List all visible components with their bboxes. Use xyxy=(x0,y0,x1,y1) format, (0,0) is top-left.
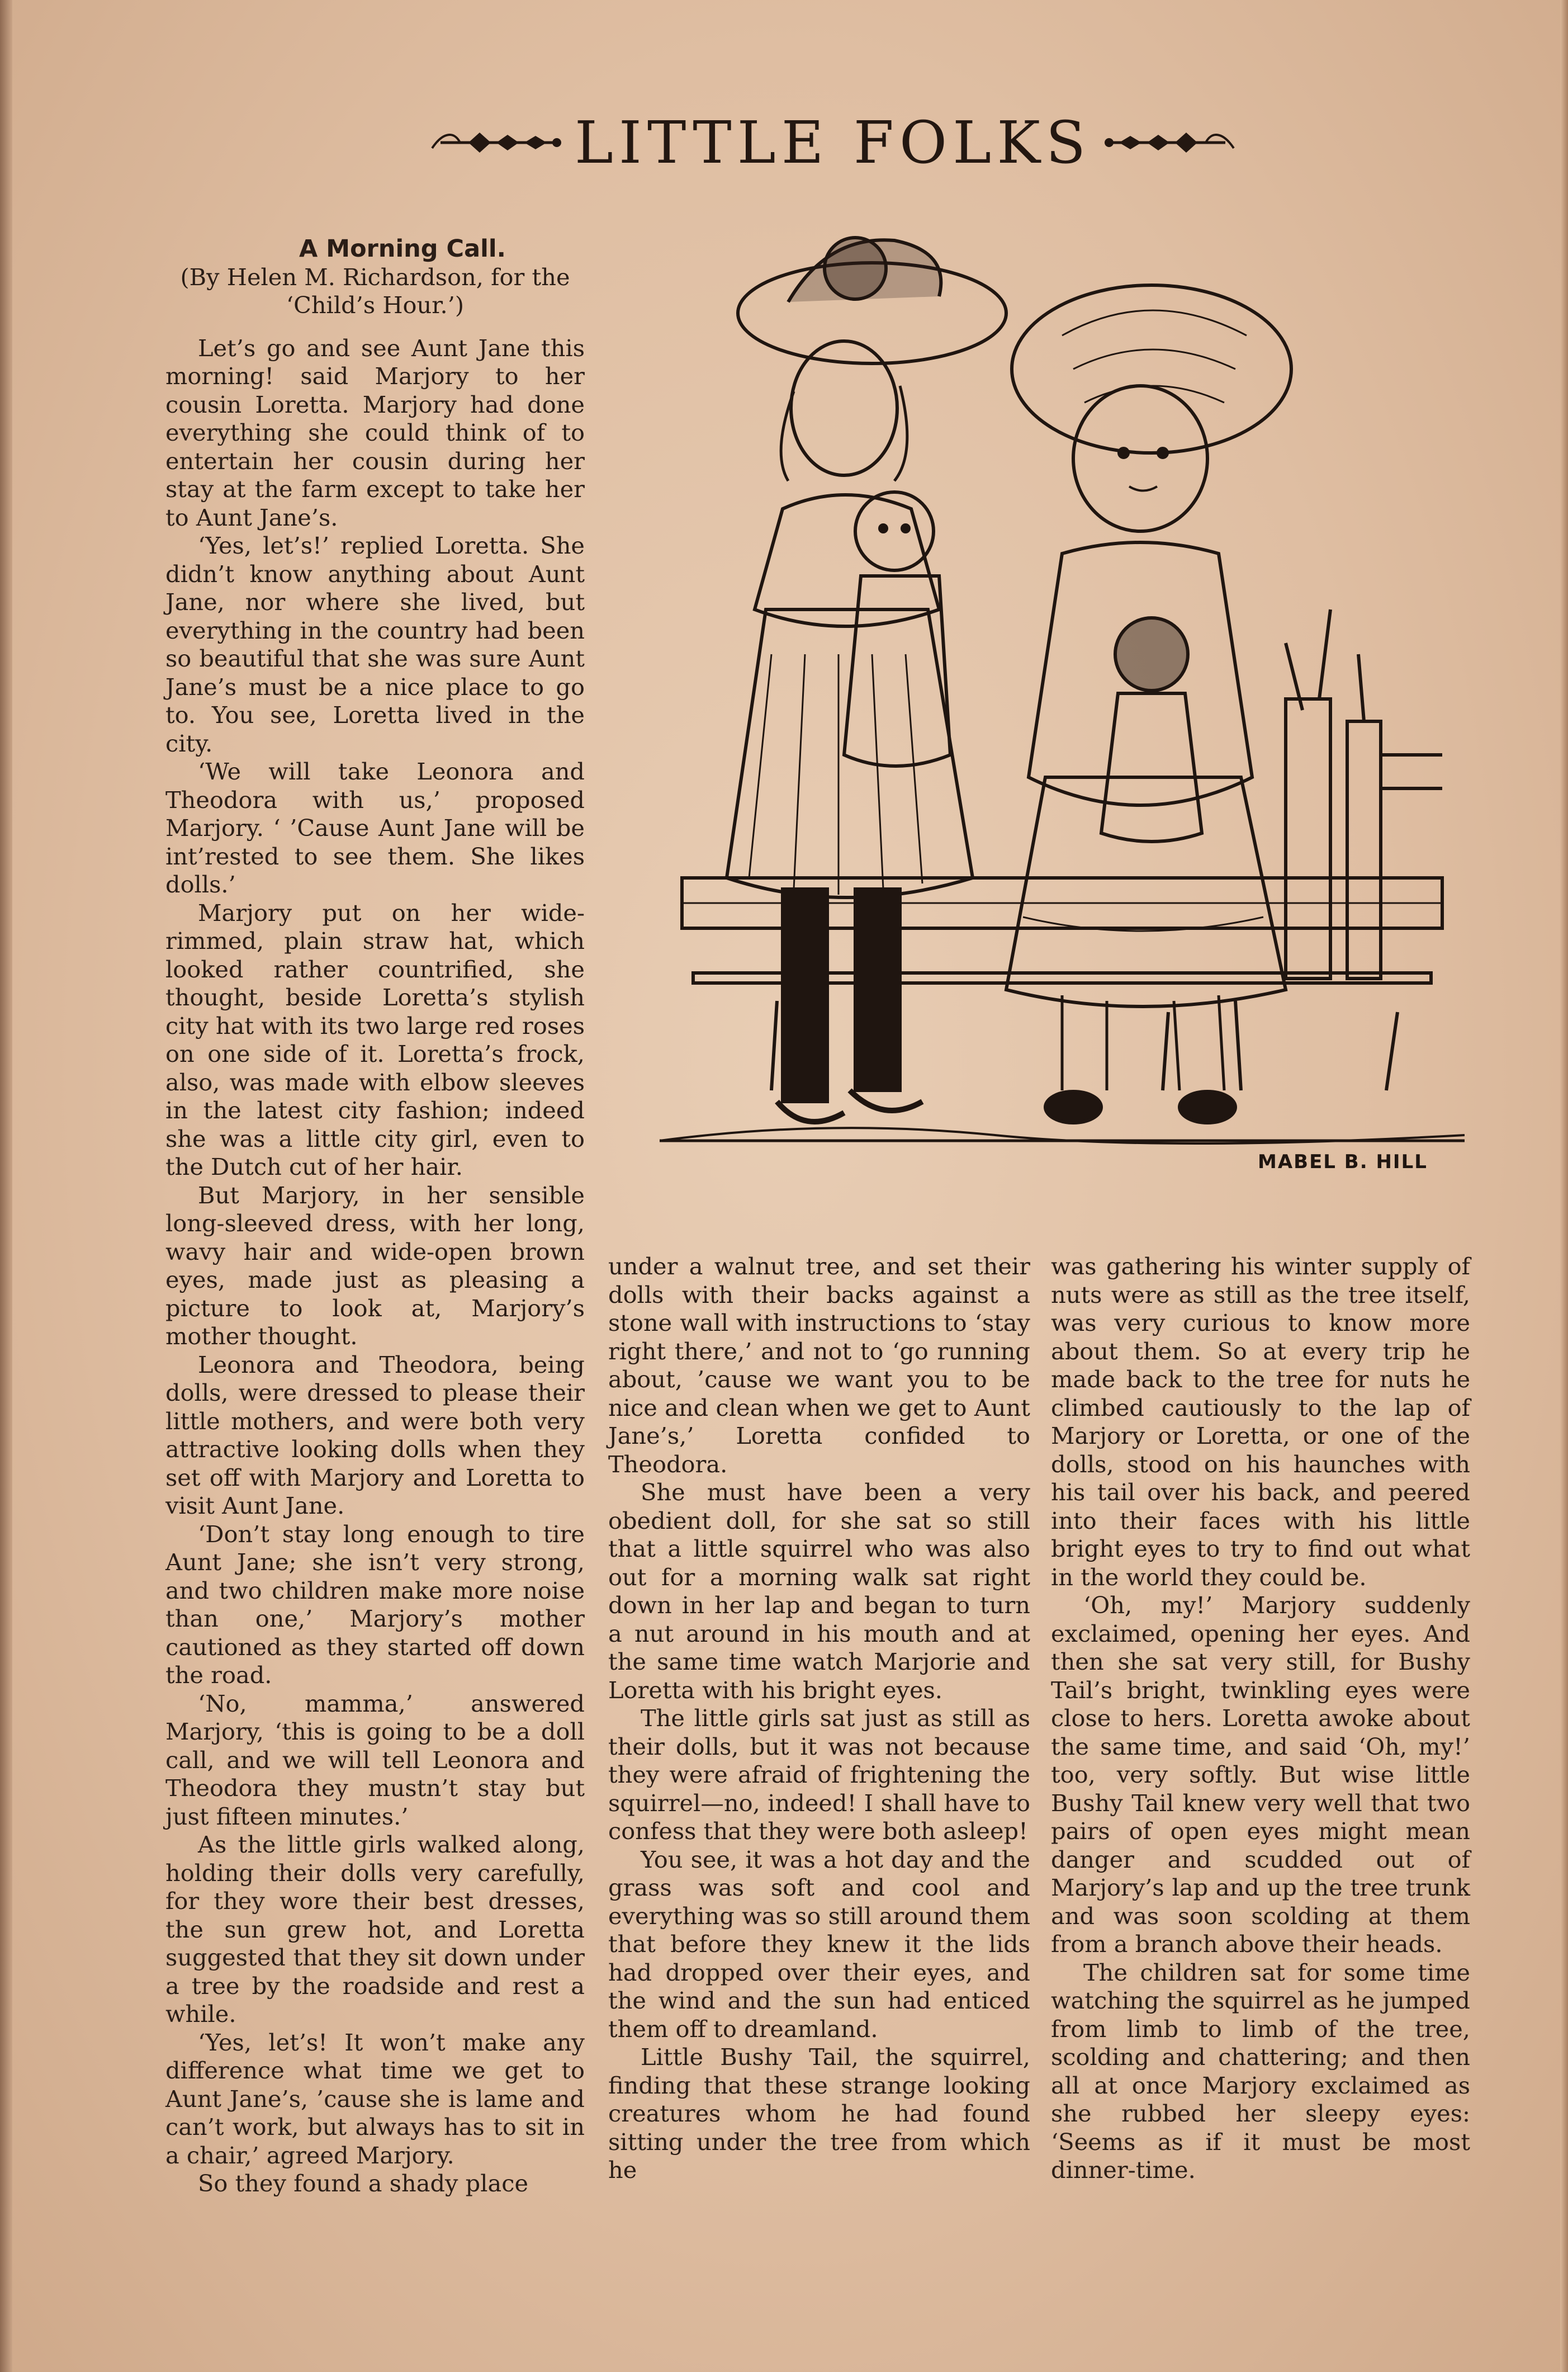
column-3 xyxy=(1051,1253,1470,2185)
paragraph: Marjory put on her wide-rimmed, plain straw hat, which looked rather countrified, she thought, beside Loretta’s stylish city hat with its two large red roses on one side of it. Loretta’s frock, also, was made with elbow sleeves in the latest city fashion; indeed she was a little city girl, even to the Dutch cut of her hair. xyxy=(165,899,585,1180)
story-title: A Morning Call. xyxy=(299,235,506,263)
paragraph: The children sat for some time watching the squirrel as he jumped from limb to limb of the tree, scolding and chattering; and then all at once Marjory exclaimed as she rubbed her sleepy eyes: ‘Seems as if it must be most dinner-time. xyxy=(1051,1958,1470,2184)
column-1-upper xyxy=(165,235,585,2198)
paragraph: So they found a shady place xyxy=(198,2170,529,2197)
paragraph: ‘Don’t stay long enough to tire Aunt Jane; she isn’t very strong, and two children make more noise than one,’ Marjory’s mother cautioned as they started off down the road. xyxy=(165,1520,585,1689)
paragraph: ‘Yes, let’s! It won’t make any difference what time we get to Aunt Jane’s, ’cause she is lame and can’t work, but always has to sit in a chair,’ agreed Marjory. xyxy=(165,2028,585,2169)
masthead xyxy=(358,106,1308,179)
masthead-title: LITTLE FOLKS xyxy=(574,108,1092,177)
left-flourish-icon xyxy=(429,126,563,159)
paragraph: ‘We will take Leonora and Theodora with us,’ proposed Marjory. ‘ ’Cause Aunt Jane will be int’rested to see them. She likes dolls.’ xyxy=(165,758,585,898)
paragraph: ‘Yes, let’s!’ replied Loretta. She didn’t know anything about Aunt Jane, nor where she lived, but everything in the country had been so beautiful that she was sure Aunt Jane’s must be a nice place to go to. You see, Loretta lived in the city. xyxy=(165,532,585,757)
page-right-edge xyxy=(1560,0,1568,2372)
paragraph: She must have been a very obedient doll, for she sat so still that a little squirrel who was also out for a morning walk sat right down in her lap and began to turn a nut around in his mouth and at the same time watch Marjorie and Loretta with his bright eyes. xyxy=(608,1478,1030,1704)
paragraph: ‘Oh, my!’ Marjory suddenly exclaimed, opening her eyes. And then she sat very still, for Bushy Tail’s bright, twinkling eyes were close to hers. Loretta awoke about the same time, and said ‘Oh, my!’ too, very softly. But wise little Bushy Tail knew very well that two pairs of open eyes might mean danger and scudded out of Marjory’s lap and up the tree trunk and was soon scolding at them from a branch above their heads. xyxy=(1051,1591,1470,1958)
paragraph: under a walnut tree, and set their dolls with their backs against a stone wall with instructions to ‘stay right there,’ and not to ‘go running about, ’cause we want you to be nice and clean when we get to Aunt Jane’s,’ Loretta confided to Theodora. xyxy=(608,1253,1030,1478)
illustration-credit: MABEL B. HILL xyxy=(1258,1151,1428,1173)
paragraph: The little girls sat just as still as their dolls, but it was not because they were afraid of frightening the squirrel—no, indeed! I shall have to confess that they were both asleep! xyxy=(608,1704,1030,1845)
paragraph: was gathering his winter supply of nuts were as still as the tree itself, was very curious to know more about them. So at every trip he made back to the tree for nuts he climbed cautiously to the lap of Marjory or Loretta, or one of the dolls, stood on his haunches with his tail over his back, and peered into their faces with his little bright eyes to try to find out what in the world they could be. xyxy=(1051,1253,1470,1591)
paragraph: ‘No, mamma,’ answered Marjory, ‘this is going to be a doll call, and we will tell Leonora and Theodora they mustn’t stay but just fifteen minutes.’ xyxy=(165,1689,585,1830)
page-left-edge xyxy=(0,0,12,2372)
byline: (By Helen M. Richardson, for the ‘Child’s Hour.’) xyxy=(180,263,570,319)
paragraph: You see, it was a hot day and the grass was soft and cool and everything was so still around them that before they knew it the lids had dropped over their eyes, and the wind and the sun had enticed them off to dreamland. xyxy=(608,1845,1030,2043)
column-2 xyxy=(608,1253,1030,2185)
illustration-two-girls-with-dolls xyxy=(660,218,1465,1185)
paragraph: Let’s go and see Aunt Jane this morning! said Marjory to her cousin Loretta. Marjory had done everything she could think of to entertain her cousin during her stay at the farm except to take her to Aunt Jane’s. xyxy=(165,334,585,531)
paragraph: Leonora and Theodora, being dolls, were dressed to please their little mothers, and were both very attractive looking dolls when they set off with Marjory and Loretta to visit Aunt Jane. xyxy=(165,1350,585,1519)
paragraph: But Marjory, in her sensible long-sleeved dress, with her long, wavy hair and wide-open brown eyes, made just as pleasing a picture to look at, Marjory’s mother thought. xyxy=(165,1181,585,1350)
paragraph: Little Bushy Tail, the squirrel, finding that these strange looking creatures whom he had found sitting under the tree from which he xyxy=(608,2043,1030,2184)
right-flourish-icon xyxy=(1102,126,1237,159)
paragraph: As the little girls walked along, holding their dolls very carefully, for they wore their best dresses, the sun grew hot, and Loretta suggested that they sit down under a tree by the roadside and rest a while. xyxy=(165,1831,585,2028)
